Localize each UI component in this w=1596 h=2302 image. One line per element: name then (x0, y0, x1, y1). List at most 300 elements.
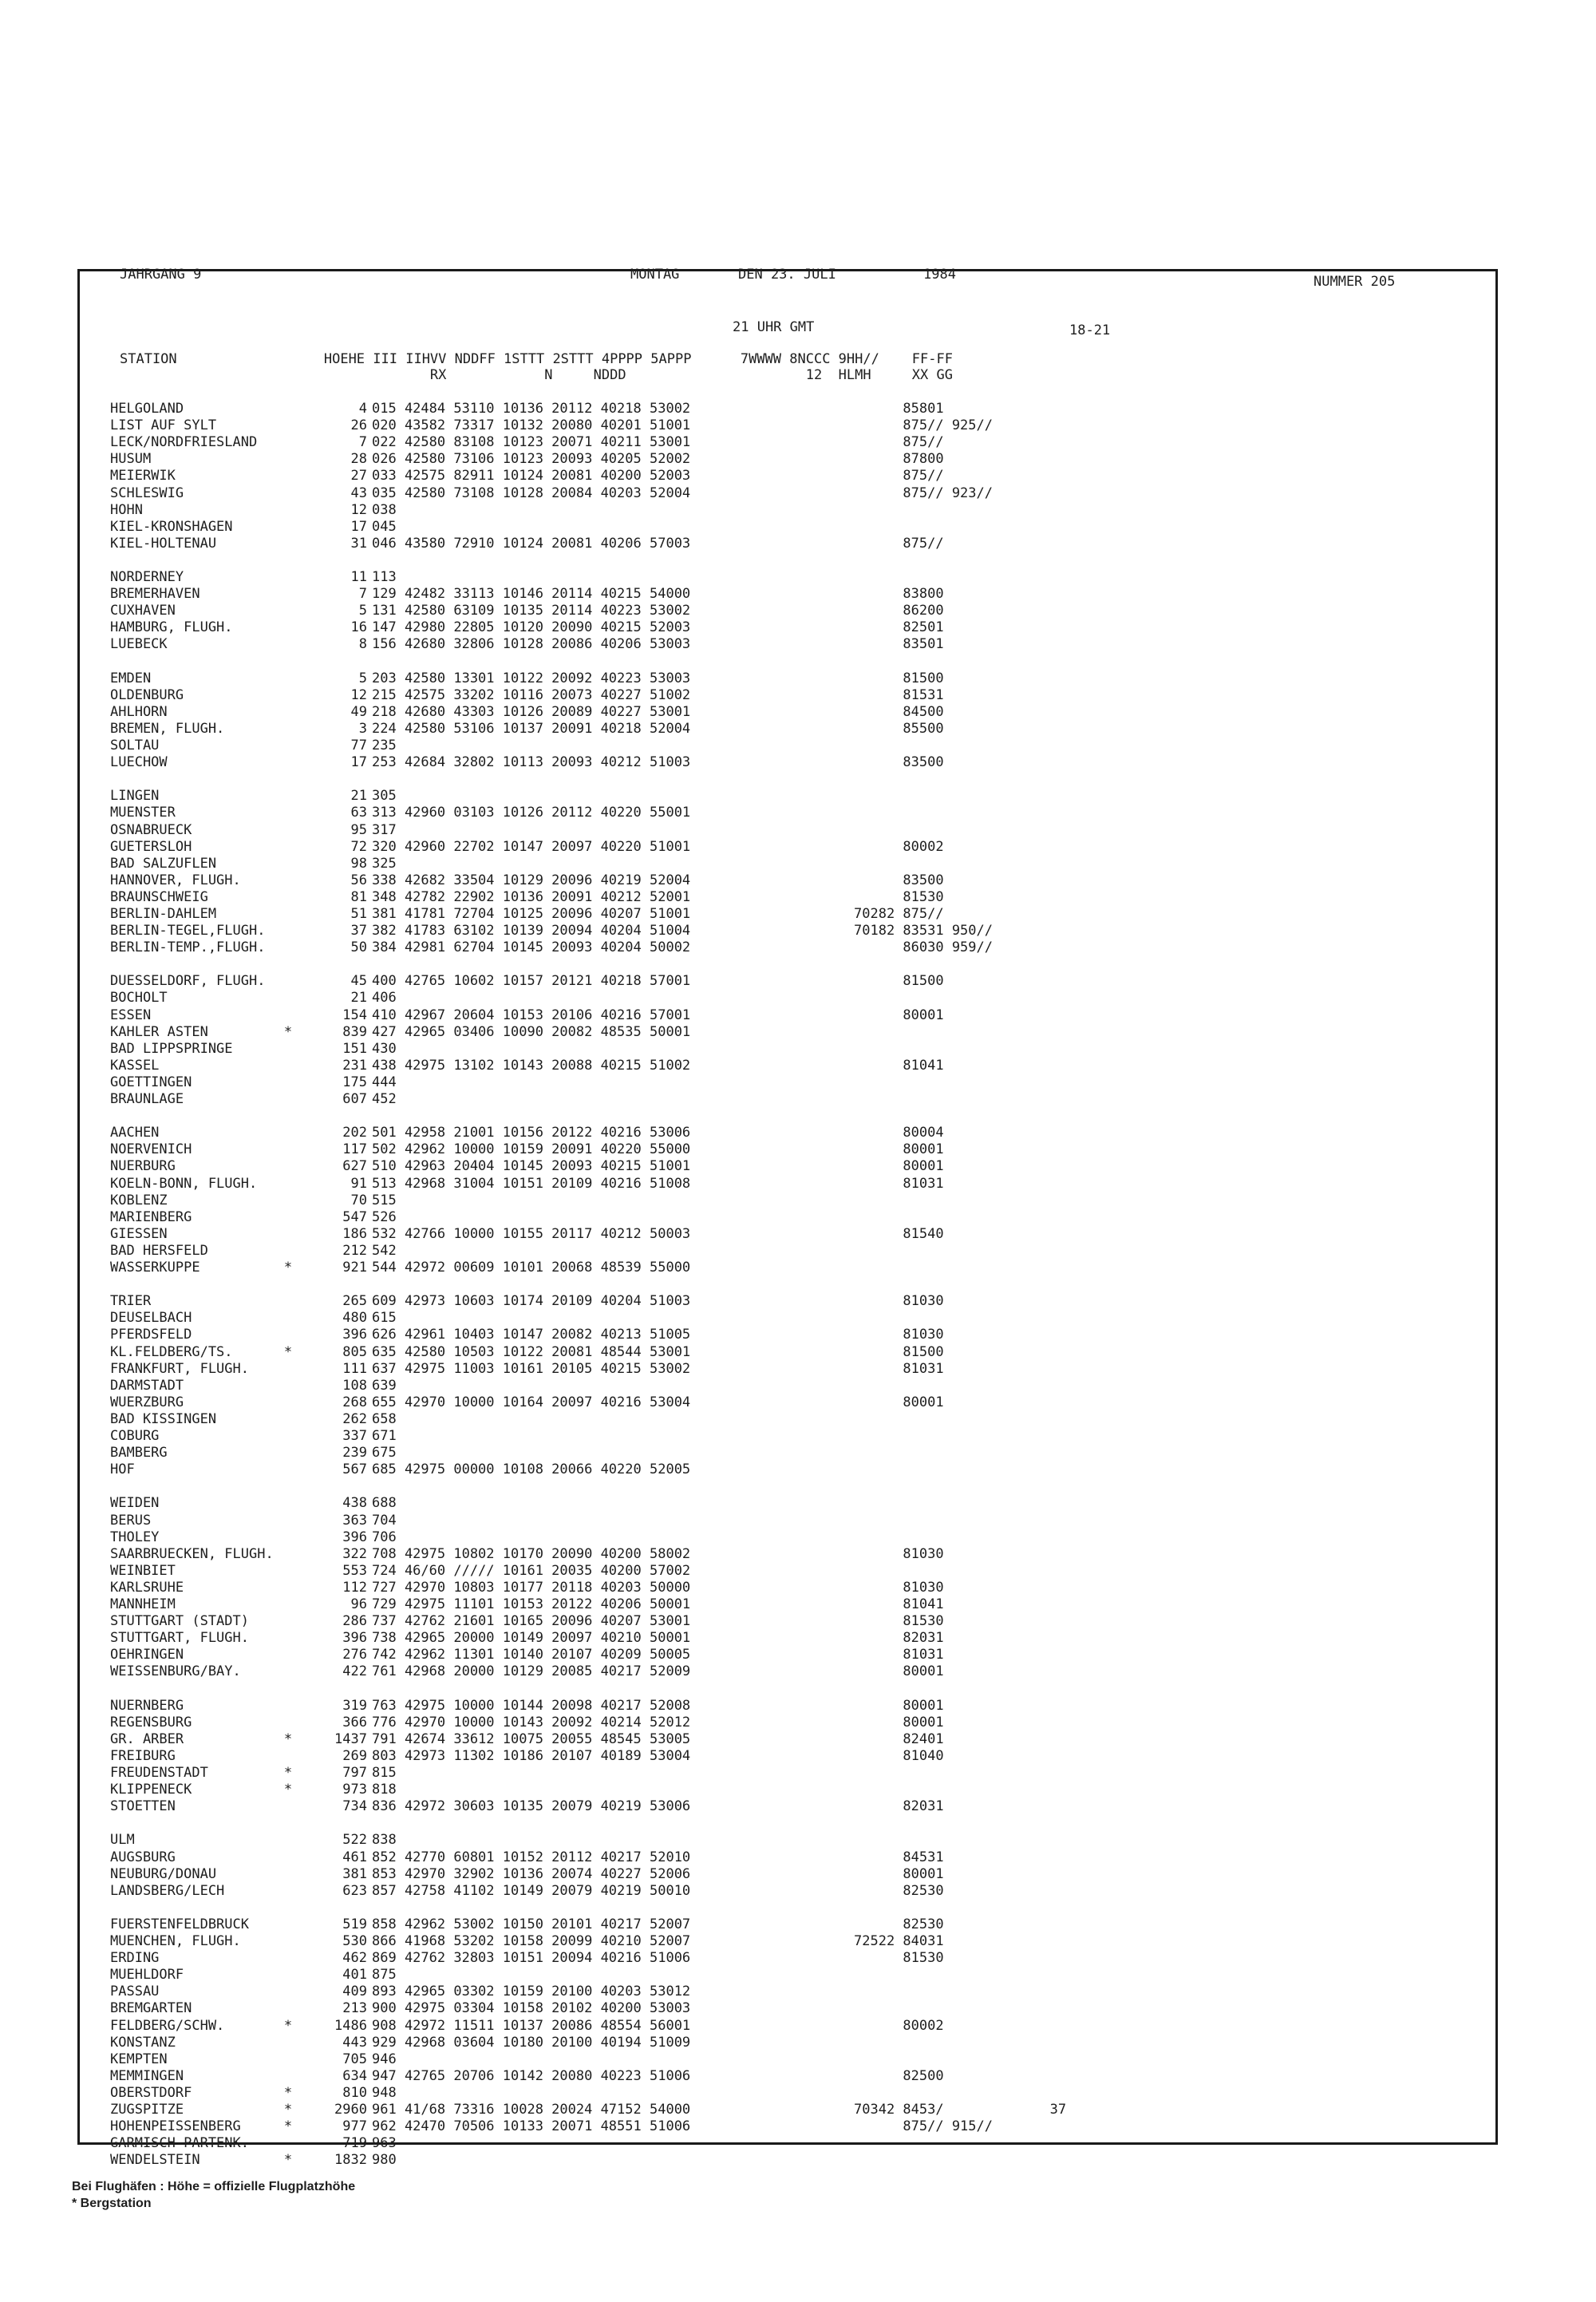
station-row (0, 1378, 1596, 1394)
station-height: 27 (350, 468, 367, 484)
station-name: BERLIN-TEMP.,FLUGH. (110, 939, 266, 955)
supplementary-code: 81031 (854, 1361, 944, 1377)
synop-code: 325 (372, 856, 397, 872)
station-height: 112 (342, 1580, 367, 1596)
station-height: 268 (342, 1394, 367, 1410)
station-row (0, 2068, 1596, 2084)
station-row (0, 990, 1596, 1006)
supplementary-code: 86030 959// (854, 939, 993, 955)
station-row (0, 1158, 1596, 1174)
synop-code: 704 (372, 1513, 397, 1529)
mountain-station-mark: * (283, 2018, 293, 2034)
synop-code: 452 (372, 1091, 397, 1107)
station-height: 17 (350, 519, 367, 535)
synop-code: 963 (372, 2135, 397, 2151)
station-name: PFERDSFELD (110, 1327, 192, 1343)
station-row (0, 1513, 1596, 1529)
station-row (0, 1563, 1596, 1579)
synop-code: 156 42680 32806 10128 20086 40206 53003 (372, 636, 691, 652)
station-row (0, 1546, 1596, 1562)
supplementary-code: 82031 (854, 1798, 944, 1814)
mountain-station-mark: * (283, 1260, 293, 1276)
station-height: 805 (342, 1344, 367, 1360)
weekday-label: MONTAG (630, 267, 680, 283)
station-name: LINGEN (110, 788, 160, 804)
station-height: 175 (342, 1074, 367, 1090)
station-row (0, 1967, 1596, 1983)
synop-code: 515 (372, 1193, 397, 1208)
station-row (0, 417, 1596, 433)
station-row (0, 2135, 1596, 2151)
station-name: KARLSRUHE (110, 1580, 184, 1596)
station-name: REGENSBURG (110, 1715, 192, 1730)
station-name: FUERSTENFELDBRUCK (110, 1916, 249, 1932)
column-header-line-2: RX N NDDD 12 HLMH XX GG (120, 367, 953, 383)
station-height: 21 (350, 990, 367, 1006)
synop-code: 224 42580 53106 10137 20091 40218 52004 (372, 721, 691, 737)
supplementary-code: 81531 (854, 687, 944, 703)
station-height: 396 (342, 1630, 367, 1646)
station-name: DUESSELDORF, FLUGH. (110, 973, 266, 989)
synop-code: 626 42961 10403 10147 20082 40213 51005 (372, 1327, 691, 1343)
supplementary-code: 81041 (854, 1058, 944, 1074)
station-height: 973 (342, 1782, 367, 1798)
station-height: 186 (342, 1226, 367, 1242)
station-name: LUECHOW (110, 754, 168, 770)
station-row (0, 485, 1596, 501)
station-row (0, 1091, 1596, 1107)
synop-code: 046 43580 72910 10124 20081 40206 57003 (372, 536, 691, 552)
station-height: 438 (342, 1495, 367, 1511)
station-name: LANDSBERG/LECH (110, 1883, 225, 1899)
station-row (0, 451, 1596, 467)
synop-code: 908 42972 11511 10137 20086 48554 56001 (372, 2018, 691, 2034)
station-name: HANNOVER, FLUGH. (110, 872, 241, 888)
station-row (0, 754, 1596, 770)
station-height: 37 (350, 923, 367, 939)
station-height: 634 (342, 2068, 367, 2084)
supplementary-code: 87800 (854, 451, 944, 467)
station-name: AACHEN (110, 1125, 160, 1141)
station-row (0, 1461, 1596, 1477)
supplementary-code: 83501 (854, 636, 944, 652)
station-height: 530 (342, 1933, 367, 1949)
synop-code: 320 42960 22702 10147 20097 40220 51001 (372, 839, 691, 855)
station-height: 12 (350, 502, 367, 518)
station-row (0, 1529, 1596, 1545)
supplementary-code: 83500 (854, 872, 944, 888)
mountain-station-mark: * (283, 2152, 293, 2168)
station-height: 519 (342, 1916, 367, 1932)
synop-code: 791 42674 33612 10075 20055 48545 53005 (372, 1731, 691, 1747)
station-height: 4 (358, 401, 367, 417)
station-height: 49 (350, 704, 367, 720)
supplementary-code: 80004 (854, 1125, 944, 1141)
time-range: 18-21 (1069, 322, 1111, 338)
synop-code: 742 42962 11301 10140 20107 40209 50005 (372, 1647, 691, 1663)
synop-code: 381 41781 72704 10125 20096 40207 51001 (372, 906, 691, 922)
station-height: 5 (358, 670, 367, 686)
station-row (0, 805, 1596, 821)
station-row (0, 839, 1596, 855)
station-row (0, 1209, 1596, 1225)
station-height: 1486 (334, 2018, 367, 2034)
station-name: BRAUNSCHWEIG (110, 889, 208, 905)
station-row (0, 2118, 1596, 2134)
station-name: BREMGARTEN (110, 2000, 192, 2016)
station-height: 212 (342, 1243, 367, 1259)
synop-code: 218 42680 43303 10126 20089 40227 53001 (372, 704, 691, 720)
station-name: BAD KISSINGEN (110, 1411, 217, 1427)
synop-code: 427 42965 03406 10090 20082 48535 50001 (372, 1024, 691, 1040)
synop-code: 430 (372, 1041, 397, 1057)
station-height: 96 (350, 1596, 367, 1612)
station-row (0, 856, 1596, 872)
station-name: KONSTANZ (110, 2035, 176, 2051)
station-name: HOF (110, 1461, 135, 1477)
station-name: SAARBRUECKEN, FLUGH. (110, 1546, 274, 1562)
station-row (0, 519, 1596, 535)
station-name: ESSEN (110, 1007, 152, 1023)
synop-code: 542 (372, 1243, 397, 1259)
synop-code: 836 42972 30603 10135 20079 40219 53006 (372, 1798, 691, 1814)
station-name: MEMMINGEN (110, 2068, 184, 2084)
station-name: BERUS (110, 1513, 152, 1529)
station-name: OSNABRUECK (110, 822, 192, 838)
synop-code: 706 (372, 1529, 397, 1545)
date-label: DEN 23. JULI (738, 267, 836, 283)
station-height: 276 (342, 1647, 367, 1663)
supplementary-code: 82031 (854, 1630, 944, 1646)
station-name: DARMSTADT (110, 1378, 184, 1394)
mountain-station-mark: * (283, 1344, 293, 1360)
synop-code: 026 42580 73106 10123 20093 40205 52002 (372, 451, 691, 467)
station-name: KIEL-KRONSHAGEN (110, 519, 233, 535)
station-name: STUTTGART (STADT) (110, 1613, 249, 1629)
station-height: 3 (358, 721, 367, 737)
station-height: 567 (342, 1461, 367, 1477)
synop-code: 655 42970 10000 10164 20097 40216 53004 (372, 1394, 691, 1410)
synop-code: 235 (372, 738, 397, 753)
station-row (0, 401, 1596, 417)
synop-code: 637 42975 11003 10161 20105 40215 53002 (372, 1361, 691, 1377)
synop-code: 384 42981 62704 10145 20093 40204 50002 (372, 939, 691, 955)
synop-code: 685 42975 00000 10108 20066 40220 52005 (372, 1461, 691, 1477)
station-height: 202 (342, 1125, 367, 1141)
synop-code: 727 42970 10803 10177 20118 40203 50000 (372, 1580, 691, 1596)
supplementary-code: 85801 (854, 401, 944, 417)
station-row (0, 939, 1596, 955)
mountain-station-mark: * (283, 1782, 293, 1798)
station-name: MUENCHEN, FLUGH. (110, 1933, 241, 1949)
station-row (0, 1866, 1596, 1882)
station-name: WENDELSTEIN (110, 2152, 200, 2168)
station-height: 734 (342, 1798, 367, 1814)
station-height: 396 (342, 1529, 367, 1545)
station-name: TRIER (110, 1293, 152, 1309)
issue-number: NUMMER 205 (1314, 274, 1396, 290)
station-row (0, 603, 1596, 619)
station-name: BRAUNLAGE (110, 1091, 184, 1107)
synop-code: 015 42484 53110 10136 20112 40218 53002 (372, 401, 691, 417)
station-row (0, 1832, 1596, 1848)
synop-code: 737 42762 21601 10165 20096 40207 53001 (372, 1613, 691, 1629)
synop-code: 317 (372, 822, 397, 838)
observation-time: 21 UHR GMT (733, 319, 815, 335)
mountain-station-mark: * (283, 2085, 293, 2101)
supplementary-code: 81030 (854, 1327, 944, 1343)
supplementary-code: 875// (854, 468, 944, 484)
station-name: MANNHEIM (110, 1596, 176, 1612)
station-height: 547 (342, 1209, 367, 1225)
station-name: BAD LIPPSPRINGE (110, 1041, 233, 1057)
station-name: BERLIN-TEGEL,FLUGH. (110, 923, 266, 939)
supplementary-code: 81040 (854, 1748, 944, 1764)
station-height: 151 (342, 1041, 367, 1057)
station-height: 45 (350, 973, 367, 989)
station-name: ULM (110, 1832, 135, 1848)
supplementary-code: 70182 83531 950// (854, 923, 993, 939)
station-name: MUEHLDORF (110, 1967, 184, 1983)
station-name: SOLTAU (110, 738, 160, 753)
station-name: WEINBIET (110, 1563, 176, 1579)
synop-code: 406 (372, 990, 397, 1006)
station-row (0, 923, 1596, 939)
station-name: KASSEL (110, 1058, 160, 1074)
station-height: 262 (342, 1411, 367, 1427)
station-row (0, 721, 1596, 737)
synop-code: 510 42963 20404 10145 20093 40215 51001 (372, 1158, 691, 1174)
station-name: KIEL-HOLTENAU (110, 536, 217, 552)
station-height: 231 (342, 1058, 367, 1074)
station-height: 77 (350, 738, 367, 753)
supplementary-code: 81530 (854, 889, 944, 905)
station-name: BREMEN, FLUGH. (110, 721, 225, 737)
station-row (0, 1663, 1596, 1679)
synop-code: 609 42973 10603 10174 20109 40204 51003 (372, 1293, 691, 1309)
station-row (0, 1883, 1596, 1899)
synop-code: 724 46/60 ///// 10161 20035 40200 57002 (372, 1563, 691, 1579)
station-row (0, 1074, 1596, 1090)
supplementary-code: 82501 (854, 619, 944, 635)
station-name: ERDING (110, 1950, 160, 1966)
synop-code: 948 (372, 2085, 397, 2101)
supplementary-code: 72522 84031 (854, 1933, 944, 1949)
station-height: 607 (342, 1091, 367, 1107)
station-row (0, 1782, 1596, 1798)
station-name: HUSUM (110, 451, 152, 467)
station-name: KAHLER ASTEN (110, 1024, 208, 1040)
station-row (0, 973, 1596, 989)
station-name: KOBLENZ (110, 1193, 168, 1208)
supplementary-code: 80001 (854, 1866, 944, 1882)
station-height: 422 (342, 1663, 367, 1679)
synop-code: 639 (372, 1378, 397, 1394)
station-row (0, 502, 1596, 518)
station-height: 43 (350, 485, 367, 501)
station-height: 117 (342, 1141, 367, 1157)
station-name: BREMERHAVEN (110, 586, 200, 602)
supplementary-code: 83500 (854, 754, 944, 770)
supplementary-code: 80002 (854, 2018, 944, 2034)
synop-code: 853 42970 32902 10136 20074 40227 52006 (372, 1866, 691, 1882)
station-row (0, 1344, 1596, 1360)
synop-code: 305 (372, 788, 397, 804)
station-row (0, 1445, 1596, 1461)
station-name: HOHN (110, 502, 143, 518)
supplementary-code: 80002 (854, 839, 944, 855)
synop-code: 526 (372, 1209, 397, 1225)
station-name: WASSERKUPPE (110, 1260, 200, 1276)
station-name: WEIDEN (110, 1495, 160, 1511)
station-height: 31 (350, 536, 367, 552)
station-height: 5 (358, 603, 367, 619)
supplementary-code: 81030 (854, 1580, 944, 1596)
station-height: 28 (350, 451, 367, 467)
station-name: CUXHAVEN (110, 603, 176, 619)
station-name: FRANKFURT, FLUGH. (110, 1361, 249, 1377)
station-row (0, 1327, 1596, 1343)
station-height: 366 (342, 1715, 367, 1730)
supplementary-code: 80001 (854, 1007, 944, 1023)
station-height: 154 (342, 1007, 367, 1023)
station-row (0, 704, 1596, 720)
station-height: 623 (342, 1883, 367, 1899)
station-height: 51 (350, 906, 367, 922)
supplementary-code: 875// 923// (854, 485, 993, 501)
supplementary-code: 82500 (854, 2068, 944, 2084)
station-name: OBERSTDORF (110, 2085, 192, 2101)
station-row (0, 1394, 1596, 1410)
station-row (0, 2000, 1596, 2016)
station-height: 17 (350, 754, 367, 770)
station-height: 553 (342, 1563, 367, 1579)
station-name: DEUSELBACH (110, 1310, 192, 1326)
station-height: 91 (350, 1176, 367, 1192)
footnote-mountain-station: * Bergstation (72, 2197, 152, 2210)
station-height: 269 (342, 1748, 367, 1764)
station-row (0, 1580, 1596, 1596)
mountain-station-mark: * (283, 1765, 293, 1781)
supplementary-code: 81500 (854, 973, 944, 989)
station-row (0, 872, 1596, 888)
synop-code: 615 (372, 1310, 397, 1326)
synop-code: 946 (372, 2051, 397, 2067)
synop-code: 688 (372, 1495, 397, 1511)
station-name: SCHLESWIG (110, 485, 184, 501)
synop-code: 708 42975 10802 10170 20090 40200 58002 (372, 1546, 691, 1562)
station-name: COBURG (110, 1428, 160, 1444)
station-name: MARIENBERG (110, 1209, 192, 1225)
station-height: 319 (342, 1698, 367, 1714)
station-height: 8 (358, 636, 367, 652)
station-name: FREIBURG (110, 1748, 176, 1764)
station-name: BOCHOLT (110, 990, 168, 1006)
station-name: LIST AUF SYLT (110, 417, 217, 433)
station-height: 810 (342, 2085, 367, 2101)
station-row (0, 906, 1596, 922)
station-row (0, 1141, 1596, 1157)
station-row (0, 788, 1596, 804)
station-height: 719 (342, 2135, 367, 2151)
station-name: THOLEY (110, 1529, 160, 1545)
station-row (0, 1765, 1596, 1781)
station-row (0, 2035, 1596, 2051)
synop-code: 147 42980 22805 10120 20090 40215 52003 (372, 619, 691, 635)
station-row (0, 2220, 1596, 2236)
synop-code: 038 (372, 502, 397, 518)
synop-code: 815 (372, 1765, 397, 1781)
station-name: HELGOLAND (110, 401, 184, 417)
station-name: WUERZBURG (110, 1394, 184, 1410)
station-height: 627 (342, 1158, 367, 1174)
synop-code: 382 41783 63102 10139 20094 40204 51004 (372, 923, 691, 939)
station-row (0, 1698, 1596, 1714)
station-height: 11 (350, 569, 367, 585)
synop-code: 045 (372, 519, 397, 535)
supplementary-code: 875// 915// (854, 2118, 993, 2134)
station-row (0, 1647, 1596, 1663)
station-height: 522 (342, 1832, 367, 1848)
supplementary-code: 81031 (854, 1176, 944, 1192)
station-height: 705 (342, 2051, 367, 2067)
station-name: LECK/NORDFRIESLAND (110, 434, 258, 450)
station-row (0, 1596, 1596, 1612)
station-row (0, 1310, 1596, 1326)
synop-code: 215 42575 33202 10116 20073 40227 51002 (372, 687, 691, 703)
station-name: AHLHORN (110, 704, 168, 720)
station-row (0, 2018, 1596, 2034)
station-name: KEMPTEN (110, 2051, 168, 2067)
station-row (0, 1748, 1596, 1764)
station-height: 2960 (334, 2102, 367, 2118)
station-height: 396 (342, 1327, 367, 1343)
station-name: BAD SALZUFLEN (110, 856, 217, 872)
station-name: OLDENBURG (110, 687, 184, 703)
station-height: 108 (342, 1378, 367, 1394)
station-row (0, 1613, 1596, 1629)
synop-code: 980 (372, 2152, 397, 2168)
synop-code: 838 (372, 1832, 397, 1848)
station-name: MUENSTER (110, 805, 176, 821)
synop-code: 033 42575 82911 10124 20081 40200 52003 (372, 468, 691, 484)
supplementary-code: 81530 (854, 1950, 944, 1966)
station-row (0, 619, 1596, 635)
synop-code: 818 (372, 1782, 397, 1798)
station-height: 98 (350, 856, 367, 872)
supplementary-code: 80001 (854, 1141, 944, 1157)
station-name: WEISSENBURG/BAY. (110, 1663, 241, 1679)
station-row (0, 1411, 1596, 1427)
station-row (0, 1916, 1596, 1932)
station-row (0, 1176, 1596, 1192)
supplementary-code: 70342 8453/ 37 (854, 2102, 1067, 2118)
station-name: KOELN-BONN, FLUGH. (110, 1176, 258, 1192)
synop-code: 671 (372, 1428, 397, 1444)
supplementary-code: 81540 (854, 1226, 944, 1242)
mountain-station-mark: * (283, 2118, 293, 2134)
station-row (0, 1260, 1596, 1276)
supplementary-code: 86200 (854, 603, 944, 619)
station-height: 977 (342, 2118, 367, 2134)
station-name: FELDBERG/SCHW. (110, 2018, 225, 2034)
station-height: 480 (342, 1310, 367, 1326)
station-height: 443 (342, 2035, 367, 2051)
synop-code: 348 42782 22902 10136 20091 40212 52001 (372, 889, 691, 905)
synop-code: 129 42482 33113 10146 20114 40215 54000 (372, 586, 691, 602)
footnote-airports: Bei Flughäfen : Höhe = offizielle Flugplatzhöhe (72, 2180, 356, 2193)
station-name: GARMISCH-PARTENK. (110, 2135, 249, 2151)
